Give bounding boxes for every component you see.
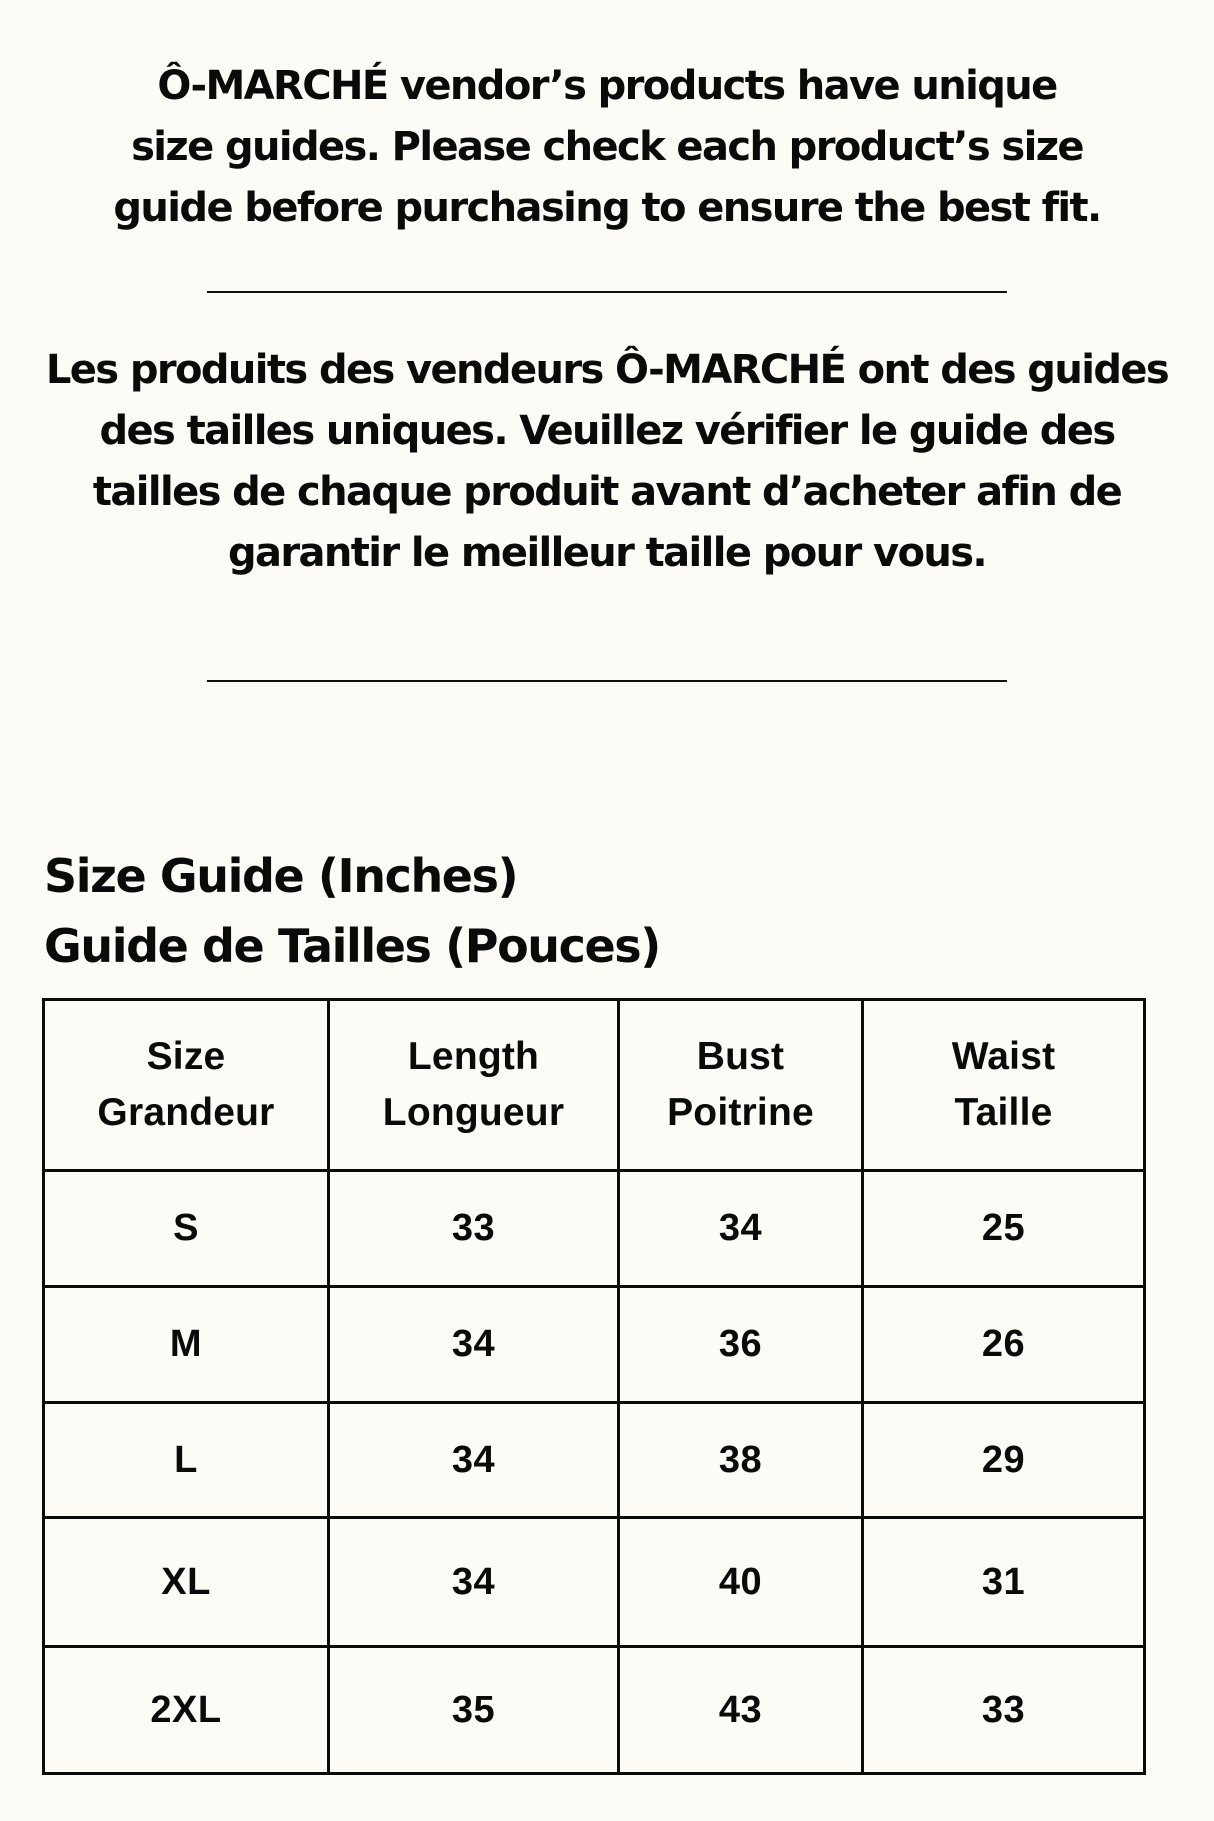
table-row (44, 1287, 1145, 1403)
table-header-row (44, 1000, 1145, 1171)
cell-bust: 36 (619, 1287, 863, 1403)
divider (207, 291, 1007, 293)
column-header-en: Waist (951, 1035, 1056, 1078)
cell-length: 34 (329, 1518, 619, 1647)
cell-size: XL (44, 1518, 329, 1647)
column-header-en: Size (146, 1035, 226, 1078)
table-row (44, 1403, 1145, 1518)
size-guide-title-english: Size Guide (Inches) (44, 849, 518, 903)
table-row (44, 1518, 1145, 1647)
column-header-en: Bust (696, 1035, 785, 1078)
column-header-fr: Longueur (382, 1091, 565, 1134)
notice-line: Ô-MARCHÉ vendor’s products have unique (157, 63, 1057, 109)
notice-line: garantir le meilleur taille pour vous. (227, 530, 987, 576)
cell-size: 2XL (44, 1647, 329, 1774)
column-header-waist (863, 1000, 1145, 1171)
cell-bust: 40 (619, 1518, 863, 1647)
cell-bust: 38 (619, 1403, 863, 1518)
column-header-size (44, 1000, 329, 1171)
notice-line: size guides. Please check each product’s size (131, 124, 1083, 170)
column-header-fr: Taille (954, 1091, 1053, 1134)
notice-line: guide before purchasing to ensure the best fit. (113, 185, 1101, 231)
column-header-en: Length (407, 1035, 540, 1078)
column-header-fr: Grandeur (97, 1091, 275, 1134)
column-header-length (329, 1000, 619, 1171)
column-header-fr: Poitrine (667, 1091, 814, 1134)
cell-waist: 31 (863, 1518, 1145, 1647)
table-row (44, 1171, 1145, 1287)
notice-line: Les produits des vendeurs Ô-MARCHÉ ont des guides (45, 347, 1169, 393)
cell-length: 35 (329, 1647, 619, 1774)
cell-size: M (44, 1287, 329, 1403)
size-chart-table (42, 998, 1146, 1775)
cell-size: L (44, 1403, 329, 1518)
cell-waist: 29 (863, 1403, 1145, 1518)
cell-length: 34 (329, 1403, 619, 1518)
cell-bust: 34 (619, 1171, 863, 1287)
divider (207, 680, 1007, 682)
cell-waist: 25 (863, 1171, 1145, 1287)
cell-size: S (44, 1171, 329, 1287)
cell-length: 33 (329, 1171, 619, 1287)
cell-length: 34 (329, 1287, 619, 1403)
column-header-bust (619, 1000, 863, 1171)
notice-line: tailles de chaque produit avant d’acheter afin de (92, 469, 1122, 515)
cell-waist: 33 (863, 1647, 1145, 1774)
size-guide-title-french: Guide de Tailles (Pouces) (44, 919, 660, 973)
cell-bust: 43 (619, 1647, 863, 1774)
english-notice (0, 56, 1214, 239)
notice-line: des tailles uniques. Veuillez vérifier le guide des (99, 408, 1115, 454)
cell-waist: 26 (863, 1287, 1145, 1403)
table-row (44, 1647, 1145, 1774)
french-notice (0, 340, 1214, 584)
